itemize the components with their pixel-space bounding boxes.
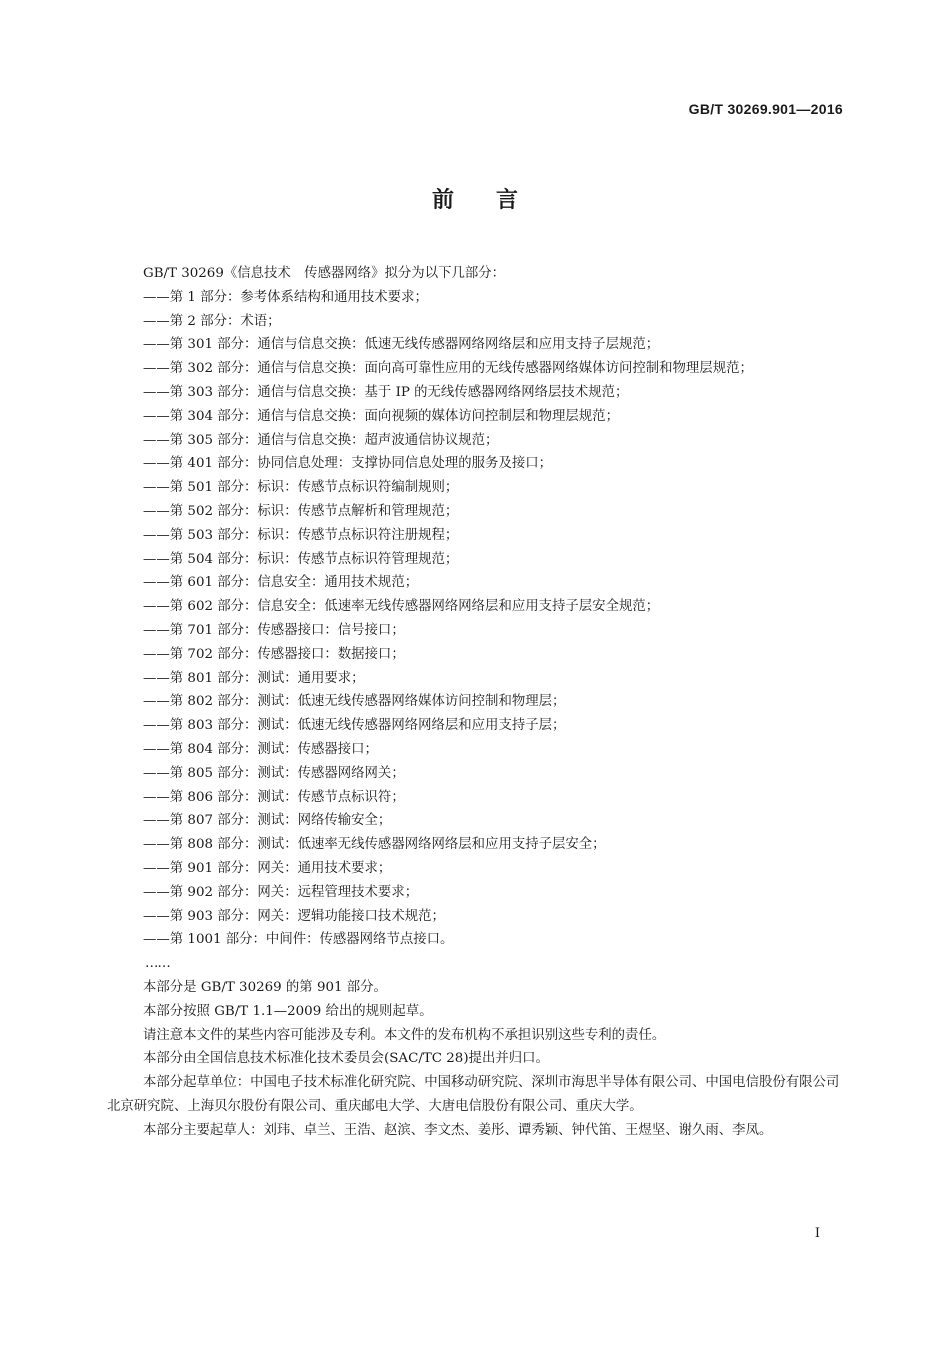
list-item: ——第 304 部分：通信与信息交换：面向视频的媒体访问控制层和物理层规范； xyxy=(143,408,619,424)
paragraph: 本部分按照 GB/T 1.1—2009 给出的规则起草。 xyxy=(143,1003,433,1019)
list-item: ——第 301 部分：通信与信息交换：低速无线传感器网络网络层和应用支持子层规范； xyxy=(143,337,660,353)
standard-code: GB/T 30269.901—2016 xyxy=(688,101,843,117)
list-item: ——第 701 部分：传感器接口：信号接口； xyxy=(143,622,405,638)
list-item: ——第 805 部分：测试：传感器网络网关； xyxy=(143,765,405,781)
list-item: ——第 801 部分：测试：通用要求； xyxy=(143,670,365,686)
list-item: ——第 901 部分：网关：通用技术要求； xyxy=(143,860,392,876)
list-item: ——第 401 部分：协同信息处理：支撑协同信息处理的服务及接口； xyxy=(143,456,553,472)
drafting-units-paragraph: 本部分起草单位：中国电子技术标准化研究院、中国移动研究院、深圳市海思半导体有限公司、中国电信股份有限公司北京研究院、上海贝尔股份有限公司、重庆邮电大学、大唐电信股份有限公司、重庆大学。 xyxy=(107,1075,840,1114)
list-item: ——第 702 部分：传感器接口：数据接口； xyxy=(143,646,405,662)
paragraph: 本部分是 GB/T 30269 的第 901 部分。 xyxy=(143,979,387,995)
list-item: ——第 601 部分：信息安全：通用技术规范； xyxy=(143,575,419,591)
list-item: ——第 803 部分：测试：低速无线传感器网络网络层和应用支持子层； xyxy=(143,718,566,734)
list-item: ——第 303 部分：通信与信息交换：基于 IP 的无线传感器网络网络层技术规范； xyxy=(143,384,629,400)
page-number: I xyxy=(814,1226,820,1241)
list-item: ——第 503 部分：标识：传感节点标识符注册规程； xyxy=(143,527,459,543)
list-item: ——第 902 部分：网关：远程管理技术要求； xyxy=(143,884,419,900)
list-item: ——第 602 部分：信息安全：低速率无线传感器网络网络层和应用支持子层安全规范； xyxy=(143,599,660,615)
paragraph: 请注意本文件的某些内容可能涉及专利。本文件的发布机构不承担识别这些专利的责任。 xyxy=(143,1027,666,1043)
list-item: ——第 802 部分：测试：低速无线传感器网络媒体访问控制和物理层； xyxy=(143,694,566,710)
ellipsis: …… xyxy=(145,956,170,972)
list-item: ——第 302 部分：通信与信息交换：面向高可靠性应用的无线传感器网络媒体访问控制和物理层规范； xyxy=(143,361,753,377)
list-item: ——第 807 部分：测试：网络传输安全； xyxy=(143,813,392,829)
list-item: ——第 501 部分：标识：传感节点标识符编制规则； xyxy=(143,480,459,496)
drafters-paragraph: 本部分主要起草人：刘玮、卓兰、王浩、赵滨、李文杰、姜彤、谭秀颖、钟代笛、王煜坚、谢久雨、李凤。 xyxy=(143,1122,773,1138)
page-title: 前言 xyxy=(431,188,560,213)
list-item: ——第 808 部分：测试：低速率无线传感器网络网络层和应用支持子层安全； xyxy=(143,837,606,853)
paragraph: 本部分由全国信息技术标准化技术委员会(SAC/TC 28)提出并归口。 xyxy=(143,1051,549,1067)
list-item: ——第 305 部分：通信与信息交换：超声波通信协议规范； xyxy=(143,432,499,448)
list-item: ——第 903 部分：网关：逻辑功能接口技术规范； xyxy=(143,908,445,924)
list-item: ——第 1 部分：参考体系结构和通用技术要求； xyxy=(143,289,428,305)
list-item: ——第 2 部分：术语； xyxy=(143,313,281,329)
list-item: ——第 502 部分：标识：传感节点解析和管理规范； xyxy=(143,503,459,519)
foreword-body xyxy=(107,262,847,1142)
parts-list xyxy=(107,286,847,952)
list-item: ——第 504 部分：标识：传感节点标识符管理规范； xyxy=(143,551,459,567)
list-item: ——第 806 部分：测试：传感节点标识符； xyxy=(143,789,405,805)
list-item: ——第 804 部分：测试：传感器接口； xyxy=(143,741,378,757)
intro-line: GB/T 30269《信息技术 传感器网络》拟分为以下几部分： xyxy=(143,266,506,281)
list-item: ——第 1001 部分：中间件：传感器网络节点接口。 xyxy=(143,932,454,948)
